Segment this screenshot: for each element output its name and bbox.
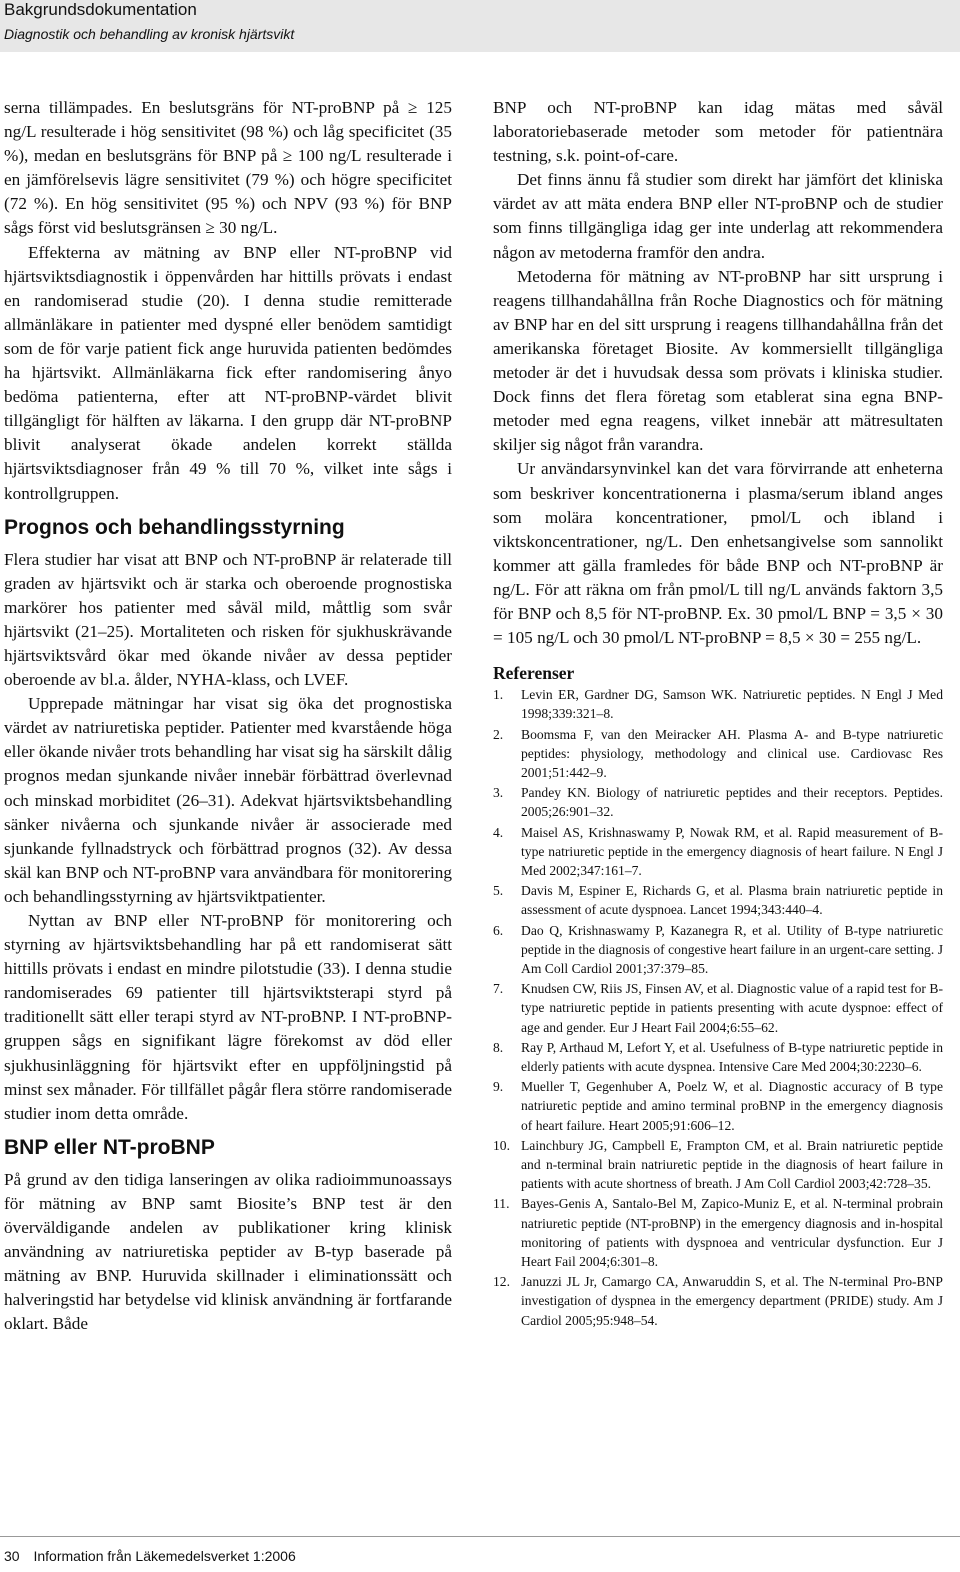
paragraph: Ur användarsynvinkel kan det vara förvirrande att enheterna som beskriver koncentrationerna i plasma/serum ibland anges som molära koncentrationer, pmol/L och ibland i viktskoncentrationer, ng/L. Den enhetsangivelse som sannolikt kommer att gälla framledes för både BNP och NT-proBNP är ng/L. För att räkna om från pmol/L till ng/L används faktorn 3,5 för BNP och 8,5 för NT-proBNP. Ex. 30 pmol/L BNP = 3,5 × 30 = 105 ng/L och 30 pmol/L NT-proBNP = 8,5 × 30 = 255 ng/L. [493,459,943,648]
reference-text: Boomsma F, van den Meiracker AH. Plasma A- and B-type natriuretic peptides: physiology, methodology and clinical use. Cardiovasc Res 2001;51:442–9. [521,726,943,780]
reference-item [493,1136,943,1194]
page-number: 30 [4,1548,20,1564]
reference-number: 3. [493,785,504,801]
reference-item [493,1194,943,1271]
paragraph: serna tillämpades. En beslutsgräns för NT-proBNP på ≥ 125 ng/L resulterade i hög sensitivitet (98 %) och låg specificitet (35 %), medan en beslutsgräns för BNP på ≥ 100 ng/L resulterade i en jämförelsevis lägre sensitivitet (79 %) och högre specificitet (72 %). En hög sensitivitet (95 %) och NPV (93 %) för BNP sågs först vid beslutsgränsen ≥ 30 ng/L. [4,98,452,238]
paragraph: Metoderna för mätning av NT-proBNP har sitt ursprung i reagens tillhandahållna från Roche Diagnostics och för mätning av BNP har en del sitt ursprung i reagens tillhandahållna från det amerikanska företaget Biosite. Av kommersiellt tillgängliga metoder är det i huvudsak dessa som prövats i kliniska studier. Dock finns det flera företag som etablerat sina egna BNP-metoder med egna reagens, vilket innebär att mätresultaten skiljer sig något från varandra. [493,266,943,455]
reference-number: 12. [493,1274,510,1290]
reference-number: 10. [493,1137,510,1153]
paragraph: På grund av den tidiga lanseringen av olika radioimmunoassays för mätning av BNP samt Biosite’s BNP test är den överväldigande andelen av publikationer kring klinisk användning av natriuretiska peptider av B-typ baserade på mätning av BNP. Huruvida skillnader i eliminationssätt och halveringstid har betydelse vid klinisk användning är fortfarande oklart. Både [4,1169,452,1334]
paragraph: Effekterna av mätning av BNP eller NT-proBNP vid hjärtsviktsdiagnostik i öppenvården har hittills prövats i endast en randomiserad studie (20). I denna studie remitterade allmänläkare in patienter med dyspné eller benödem samtidigt som de för varje patient fick ange huruvida patienten bedömdes ha hjärtsvikt. Allmänläkarna fick efter randomisering ånyo bedöma patienterna, efter att NT-proBNP-värdet blivit tillgängligt för hälften av läkarna. I den grupp där NT-proBNP blivit analyserat ökade andelen korrekt ställda hjärtsviktsdiagnoser från 49 % till 70 %, vilket inte sågs i kontrollgruppen. [4,242,452,503]
paragraph: Upprepade mätningar har visat sig öka det prognostiska värdet av natriuretiska peptider. Patienter med kvarstående höga eller ökande nivåer trots behandling har visat sig ha särskilt dålig prognos medan sjunkande nivåer innebär förbättrad överlevnad och minskad morbiditet (26–31). Adekvat hjärtsviktsbehandling sänker nivåerna och sjunkande nivåer är associerade med sjunkande fyllnadstryck och förbättrad prognos (32). Av dessa skäl kan BNP och NT-proBNP vara användbara för monitorering och behandlingsstyrning av hjärtsviktpatienter. [4,694,452,906]
page-footer [4,1547,296,1565]
reference-item [493,1077,943,1135]
left-column [4,96,452,1337]
reference-item [493,685,943,723]
reference-text: Knudsen CW, Riis JS, Finsen AV, et al. Diagnostic value of a rapid test for B-type natriuretic peptide in patients presenting with acute dyspnoe: effect of age and gender. Eur J Heart Fail 2004;6:55–62. [521,981,943,1035]
reference-item [493,823,943,881]
references-heading: Referenser [493,663,575,684]
header-title: Bakgrundsdokumentation [4,0,197,19]
page-header [0,0,960,52]
reference-list [493,685,943,1330]
reference-number: 1. [493,687,504,703]
reference-text: Bayes-Genis A, Santalo-Bel M, Zapico-Muniz E, et al. N-terminal probrain natriuretic peptide (NT-proBNP) in the emergency diagnosis and in-hospital monitoring of patients with dyspnoea and ventricular dysfunction. Eur J Heart Fail 2004;6:301–8. [521,1196,943,1270]
reference-item [493,1038,943,1076]
reference-text: Ray P, Arthaud M, Lefort Y, et al. Usefulness of B-type natriuretic peptide in elderly patients with acute dyspnea. Intensive Care Med 2004;30:2230–6. [521,1039,943,1075]
reference-text: Maisel AS, Krishnaswamy P, Nowak RM, et al. Rapid measurement of B-type natriuretic peptide in the emergency diagnosis of heart failure. N Engl J Med 2002;347:161–7. [521,824,943,878]
reference-text: Januzzi JL Jr, Camargo CA, Anwaruddin S, et al. The N-terminal Pro-BNP investigation of dyspnea in the emergency department (PRIDE) study. Am J Cardiol 2005;95:948–54. [521,1274,943,1328]
reference-number: 5. [493,883,504,899]
reference-item [493,979,943,1037]
section-heading-bnp: BNP eller NT-proBNP [4,1135,215,1159]
footer-source: Information från Läkemedelsverket 1:2006 [33,1548,296,1564]
reference-number: 6. [493,922,504,938]
header-subtitle: Diagnostik och behandling av kronisk hjärtsvikt [4,26,295,42]
reference-number: 7. [493,981,504,997]
reference-text: Levin ER, Gardner DG, Samson WK. Natriuretic peptides. N Engl J Med 1998;339:321–8. [521,687,943,722]
reference-text: Lainchbury JG, Campbell E, Frampton CM, et al. Brain natriuretic peptide and n-terminal brain natriuretic peptide in the diagnosis of heart failure in patients with acute shortness of breath. J Am Coll Cardiol 2003;42:728–35. [521,1137,943,1192]
right-column [493,96,943,1331]
reference-number: 8. [493,1039,504,1055]
reference-text: Mueller T, Gegenhuber A, Poelz W, et al. Diagnostic accuracy of B type natriuretic peptide and amino terminal proBNP in the emergency diagnosis of heart failure. Heart 2005;91:606–12. [521,1079,943,1133]
section-heading-prognos: Prognos och behandlingsstyrning [4,515,345,539]
reference-item [493,881,943,919]
paragraph: Det finns ännu få studier som direkt har jämfört det kliniska värdet av att mäta endera BNP eller NT-proBNP och de studier som finns tillgängliga idag ger inte underlag att rekommendera någon av metoderna framför den andra. [493,170,943,262]
paragraph: Flera studier har visat att BNP och NT-proBNP är relaterade till graden av hjärtsvikt och är starka och oberoende prognostiska markörer hos patienter med såväl mild, måttlig som svår hjärtsvikt (21–25). Mortaliteten och risken för sjukhuskrävande hjärtsviktsvård ökar med ökande nivåer av dessa peptider oberoende av bl.a. ålder, NYHA-klass, och LVEF. [4,549,452,690]
reference-item [493,725,943,783]
paragraph: BNP och NT-proBNP kan idag mätas med såväl laboratoriebaserade metoder som metoder för patientnära testning, s.k. point-of-care. [493,98,943,166]
reference-number: 2. [493,726,504,742]
paragraph: Nyttan av BNP eller NT-proBNP för monitorering och styrning av hjärtsviktsbehandling har på ett randomiserat sätt hittills prövats i endast en mindre pilotstudie (33). I denna studie randomiserades 69 patienter till hjärtsviktsterapi styrd på traditionellt sätt eller terapi styrd av NT-proBNP. I NT-proBNP-gruppen sågs en signifikant lägre förekomst av död eller sjukhusinläggning för hjärtsvikt efter en uppföljningstid på minst sex månader. För tillfället pågår flera större randomiserade studier inom detta område. [4,911,452,1123]
reference-number: 11. [493,1196,510,1212]
reference-text: Davis M, Espiner E, Richards G, et al. Plasma brain natriuretic peptide in assessment of acute dyspnoea. Lancet 1994;343:440–4. [521,883,943,918]
reference-item [493,783,943,821]
reference-number: 4. [493,824,504,840]
reference-text: Dao Q, Krishnaswamy P, Kazanegra R, et al. Utility of B-type natriuretic peptide in the diagnosis of congestive heart failure in an urgent-care setting. J Am Coll Cardiol 2001;37:379–85. [521,922,943,976]
footer-divider [0,1536,960,1537]
reference-item [493,921,943,979]
reference-text: Pandey KN. Biology of natriuretic peptides and their receptors. Peptides. 2005;26:901–32. [521,785,943,820]
reference-item [493,1272,943,1330]
reference-number: 9. [493,1079,504,1095]
